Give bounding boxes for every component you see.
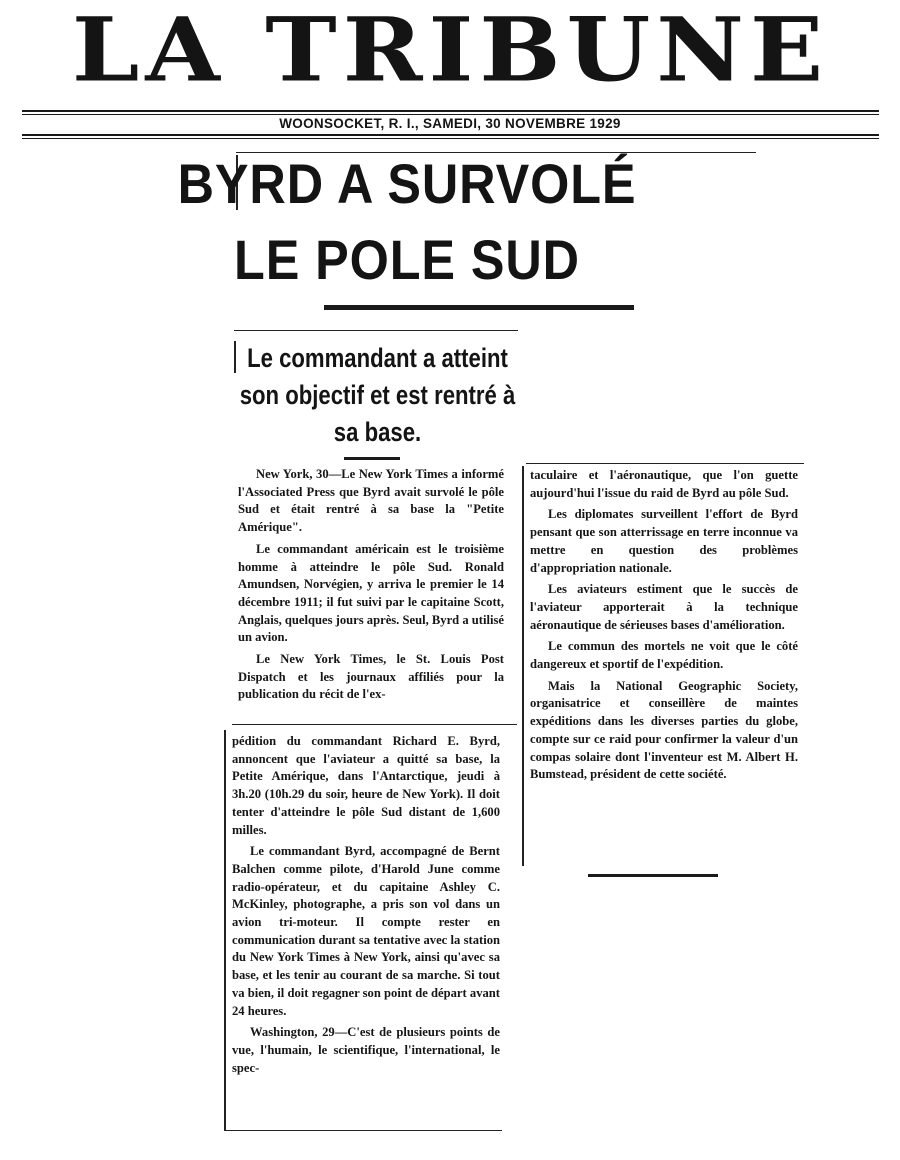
paragraph: Le commandant Byrd, accompagné de Bernt Balchen comme pilote, d'Harold June comme radio-opérateur, et du capitaine Ashley C. McKinley, photographe, a pris son vol dans un avion tri-moteur. Il compte rester en communication durant sa tentative avec la station du New York Times à New York, ainsi qu'avec sa base, et les tenir au courant de sa marche. Si tout va bien, il doit regagner son point de départ avant 24 heures. (232, 844, 500, 1018)
headline-line-2: LE POLE SUD (234, 228, 580, 291)
paragraph: New York, 30—Le New York Times a informé l'Associated Press que Byrd avait survolé le pôle Sud et était rentré à sa base la "Petite Amérique". (238, 467, 504, 535)
paragraph: Mais la National Geographic Society, organisatrice et conseillère de maintes expéditions dans les diverses parties du globe, compte sur ce raid pour confirmer la valeur d'un compas solaire dont l'inventeur est M. Albert H. Bumstead, président de cette société. (530, 678, 798, 782)
headline-underline (324, 305, 634, 310)
paragraph: Washington, 29—C'est de plusieurs points de vue, l'humain, le scientifique, l'international, le spec- (232, 1025, 500, 1075)
dateline-text: WOONSOCKET, R. I., SAMEDI, 30 NOVEMBRE 1929 (279, 116, 621, 131)
paragraph: Les aviateurs estiment que le succès de l'aviateur apporterait à la technique aéronautique de sérieuses bases d'amélioration. (530, 582, 798, 632)
article-column-3 (530, 467, 798, 788)
deck-subheadline: Le commandant a atteint son objectif et est rentré à sa base. (239, 343, 516, 447)
headline-line-1: BYRD A SURVOLÉ (177, 152, 637, 215)
dateline-rule-bottom-thin (22, 138, 879, 139)
article-end-rule (588, 874, 718, 877)
paragraph: Le commandant américain est le troisième homme à atteindre le pôle Sud. Ronald Amundsen, Norvégien, y arriva le premier le 14 décembre 1911; il fut suivi par le capitaine Scott, Anglais, quelques jours après. Seul, Byrd a utilisé un avion. (238, 541, 504, 645)
paragraph: taculaire et l'aéronautique, que l'on guette aujourd'hui l'issue du raid de Byrd au pôle Sud. (530, 468, 798, 500)
paragraph: Le commun des mortels ne voit que le côté dangereux et sportif de l'expédition. (530, 639, 798, 672)
column-3-bar-left (522, 466, 524, 866)
column-1-rule-bottom (232, 724, 517, 725)
masthead (0, 0, 900, 104)
paragraph: pédition du commandant Richard E. Byrd, annoncent que l'aviateur a quitté sa base, la Petite Amérique, dans l'Antarctique, jeudi à 3h.20 (10h.29 du soir, heure de New York). Il doit tenter d'atteindre le pôle Sud distant de 1,600 milles. (232, 734, 500, 837)
paragraph: Les diplomates surveillent l'effort de Byrd pensant que son atterrissage en terre inconnue va mettre en question des problèmes d'appropriation nationale. (530, 507, 798, 575)
article-column-2 (232, 733, 500, 1081)
column-3-rule-top (526, 463, 804, 464)
deck-rule-top (234, 330, 518, 331)
masthead-rule-top (22, 110, 879, 112)
column-2-bar-left (224, 730, 226, 1130)
dateline-rule-bottom (22, 134, 879, 136)
article-column-1 (238, 466, 504, 708)
masthead-rule-top-thin (22, 114, 879, 115)
deck-underline (344, 457, 400, 460)
dateline (0, 116, 900, 131)
column-2-rule-bottom (224, 1130, 502, 1131)
paragraph: Le New York Times, le St. Louis Post Dispatch et les journaux affiliés pour la publication du récit de l'ex- (238, 652, 504, 702)
masthead-title: LA TRIBUNE (71, 0, 830, 102)
